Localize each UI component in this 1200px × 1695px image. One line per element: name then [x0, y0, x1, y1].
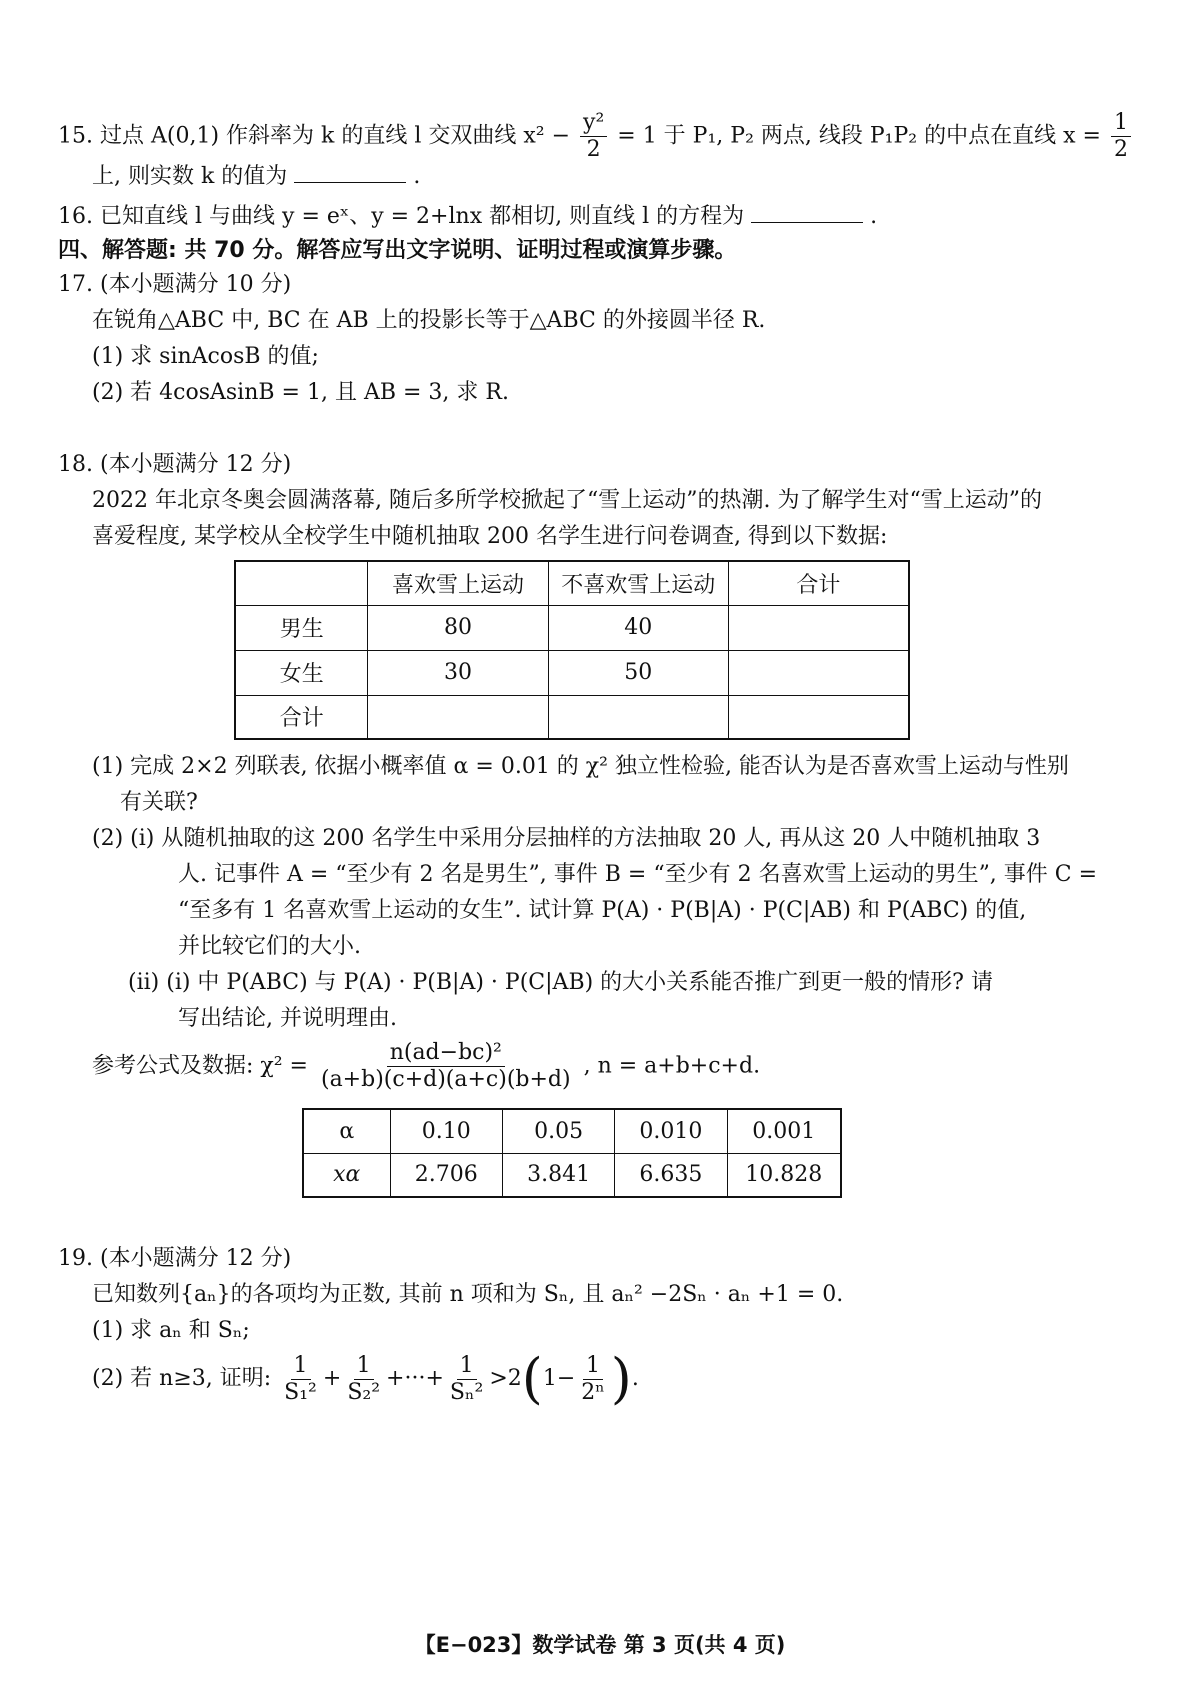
q19-part2-prefix: (2) 若 n≥3, 证明:	[92, 1366, 272, 1391]
q15-number: 15.	[58, 123, 93, 149]
q19-score: (本小题满分 12 分)	[100, 1246, 292, 1271]
q15-line2	[92, 160, 420, 192]
frac-denominator: Sₙ²	[449, 1379, 484, 1405]
q15-line1	[58, 110, 1134, 163]
frac-numerator: 1	[354, 1353, 374, 1380]
q19-stem: 已知数列{aₙ}的各项均为正数, 其前 n 项和为 Sₙ, 且 aₙ² −2Sₙ · aₙ +1 = 0.	[92, 1282, 844, 1307]
frac-denominator: S₁²	[284, 1379, 317, 1405]
fraction-1-over-S2-squared	[344, 1353, 383, 1406]
q18-part1-line2: 有关联?	[120, 790, 198, 815]
q18-header	[58, 450, 291, 480]
table-cell: 30	[368, 650, 548, 695]
q15-fraction-half	[1111, 110, 1131, 163]
q19-period: .	[631, 1366, 639, 1391]
fraction-1-over-2n	[578, 1353, 608, 1406]
table-cell: 0.05	[502, 1109, 614, 1153]
right-paren-icon: )	[610, 1347, 632, 1410]
q19-part2	[92, 1347, 639, 1410]
q19-part1: (1) 求 aₙ 和 Sₙ;	[92, 1318, 250, 1343]
formula-label: 参考公式及数据: χ² =	[92, 1053, 308, 1079]
ellipsis-sum: +···+	[386, 1366, 444, 1391]
frac-denominator: 2ⁿ	[581, 1379, 605, 1405]
table-cell: 2.706	[390, 1153, 502, 1197]
q19-header	[58, 1244, 291, 1274]
q15-text-b: = 1 于 P₁, P₂ 两点, 线段 P₁P₂ 的中点在直线 x =	[617, 123, 1101, 149]
q18-stem-line1: 2022 年北京冬奥会圆满落幕, 随后多所学校掀起了“雪上运动”的热潮. 为了解学生对“雪上运动”的	[92, 488, 1042, 513]
q18-part1-line1: (1) 完成 2×2 列联表, 依据小概率值 α = 0.01 的 χ² 独立性检验, 能否认为是否喜欢雪上运动与性别	[92, 754, 1069, 779]
table-cell: 3.841	[502, 1153, 614, 1197]
critical-value-table	[302, 1108, 842, 1198]
table-header-row	[235, 561, 909, 605]
q18-number: 18.	[58, 452, 93, 477]
formula-denominator: (a+b)(c+d)(a+c)(b+d)	[320, 1067, 571, 1092]
frac-numerator: y²	[580, 110, 607, 137]
table-header-cell: 喜欢雪上运动	[368, 561, 548, 605]
page-footer: 【E−023】数学试卷 第 3 页(共 4 页)	[414, 1633, 786, 1657]
table-cell: 0.001	[727, 1109, 841, 1153]
q16-line	[58, 200, 877, 232]
table-cell: xα	[303, 1153, 390, 1197]
q18-score: (本小题满分 12 分)	[100, 452, 292, 477]
table-cell: 0.010	[615, 1109, 727, 1153]
q18-part2-ii-line2: 写出结论, 并说明理由.	[178, 1006, 397, 1031]
one-minus: 1−	[542, 1366, 576, 1391]
frac-numerator: 1	[583, 1353, 603, 1380]
table-cell: 合计	[235, 695, 368, 739]
q17-header	[58, 270, 291, 300]
q15-period: .	[413, 164, 421, 189]
table-cell: 女生	[235, 650, 368, 695]
q16-text: 已知直线 l 与曲线 y = eˣ、y = 2+lnx 都相切, 则直线 l 的方程为	[100, 204, 745, 229]
frac-numerator: 1	[291, 1353, 311, 1380]
contingency-table	[234, 560, 910, 740]
table-cell[interactable]	[368, 695, 548, 739]
table-header-cell: 合计	[728, 561, 909, 605]
q17-score: (本小题满分 10 分)	[100, 272, 292, 297]
q17-stem: 在锐角△ABC 中, BC 在 AB 上的投影长等于△ABC 的外接圆半径 R.	[92, 308, 766, 333]
q18-part2-ii-line1: (ⅱ) (ⅰ) 中 P(ABC) 与 P(A) · P(B|A) · P(C|AB) 的大小关系能否推广到更一般的情形? 请	[128, 970, 993, 995]
table-cell: 80	[368, 605, 548, 650]
q17-part1: (1) 求 sinAcosB 的值;	[92, 344, 319, 369]
greater-than-2: >2	[489, 1366, 522, 1391]
table-cell	[235, 561, 368, 605]
frac-numerator: 1	[457, 1353, 477, 1380]
q15-answer-blank[interactable]	[294, 160, 406, 183]
fraction-1-over-Sn-squared	[447, 1353, 486, 1406]
frac-numerator: 1	[1111, 110, 1131, 137]
q18-part2-line2: 人. 记事件 A = “至少有 2 名是男生”, 事件 B = “至少有 2 名喜欢雪上运动的男生”, 事件 C =	[178, 862, 1098, 887]
frac-denominator: 2	[586, 137, 601, 162]
table-cell: 6.635	[615, 1153, 727, 1197]
frac-denominator: 2	[1113, 137, 1128, 162]
table-cell: 0.10	[390, 1109, 502, 1153]
table-row	[303, 1109, 841, 1153]
table-cell[interactable]	[728, 605, 909, 650]
frac-denominator: S₂²	[347, 1379, 381, 1405]
formula-numerator: n(ad−bc)²	[387, 1040, 505, 1067]
q18-stem-line2: 喜爱程度, 某学校从全校学生中随机抽取 200 名学生进行问卷调查, 得到以下数据:	[92, 524, 888, 549]
table-row	[303, 1153, 841, 1197]
q19-number: 19.	[58, 1246, 93, 1271]
formula-fraction	[318, 1040, 574, 1093]
q17-number: 17.	[58, 272, 93, 297]
table-header-cell: 不喜欢雪上运动	[548, 561, 728, 605]
table-cell: α	[303, 1109, 390, 1153]
table-cell: 10.828	[727, 1153, 841, 1197]
plus-sign: +	[322, 1366, 342, 1391]
section-heading: 四、解答题: 共 70 分。解答应写出文字说明、证明过程或演算步骤。	[58, 238, 737, 263]
table-row	[235, 650, 909, 695]
table-cell[interactable]	[728, 650, 909, 695]
table-cell: 40	[548, 605, 728, 650]
q18-part2-line4: 并比较它们的大小.	[178, 934, 361, 959]
table-cell[interactable]	[548, 695, 728, 739]
q16-number: 16.	[58, 204, 93, 229]
q17-part2: (2) 若 4cosAsinB = 1, 且 AB = 3, 求 R.	[92, 380, 509, 405]
chi-square-formula	[92, 1040, 760, 1093]
fraction-1-over-S1-squared	[281, 1353, 320, 1406]
table-cell: 50	[548, 650, 728, 695]
q16-period: .	[870, 204, 878, 229]
q15-fraction-y2-over-2	[580, 110, 607, 163]
q18-part2-line3: “至多有 1 名喜欢雪上运动的女生”. 试计算 P(A) · P(B|A) · P(C|AB) 和 P(ABC) 的值,	[178, 898, 1027, 923]
table-row	[235, 695, 909, 739]
table-cell: 男生	[235, 605, 368, 650]
q15-text-a: 过点 A(0,1) 作斜率为 k 的直线 l 交双曲线 x² −	[100, 123, 571, 149]
table-cell[interactable]	[728, 695, 909, 739]
table-row	[235, 605, 909, 650]
q16-answer-blank[interactable]	[751, 200, 863, 223]
left-paren-icon: (	[521, 1347, 543, 1410]
q15-text-c: 上, 则实数 k 的值为	[92, 164, 288, 189]
formula-tail: , n = a+b+c+d.	[583, 1053, 761, 1079]
q18-part2-line1: (2) (ⅰ) 从随机抽取的这 200 名学生中采用分层抽样的方法抽取 20 人, 再从这 20 人中随机抽取 3	[92, 826, 1041, 851]
